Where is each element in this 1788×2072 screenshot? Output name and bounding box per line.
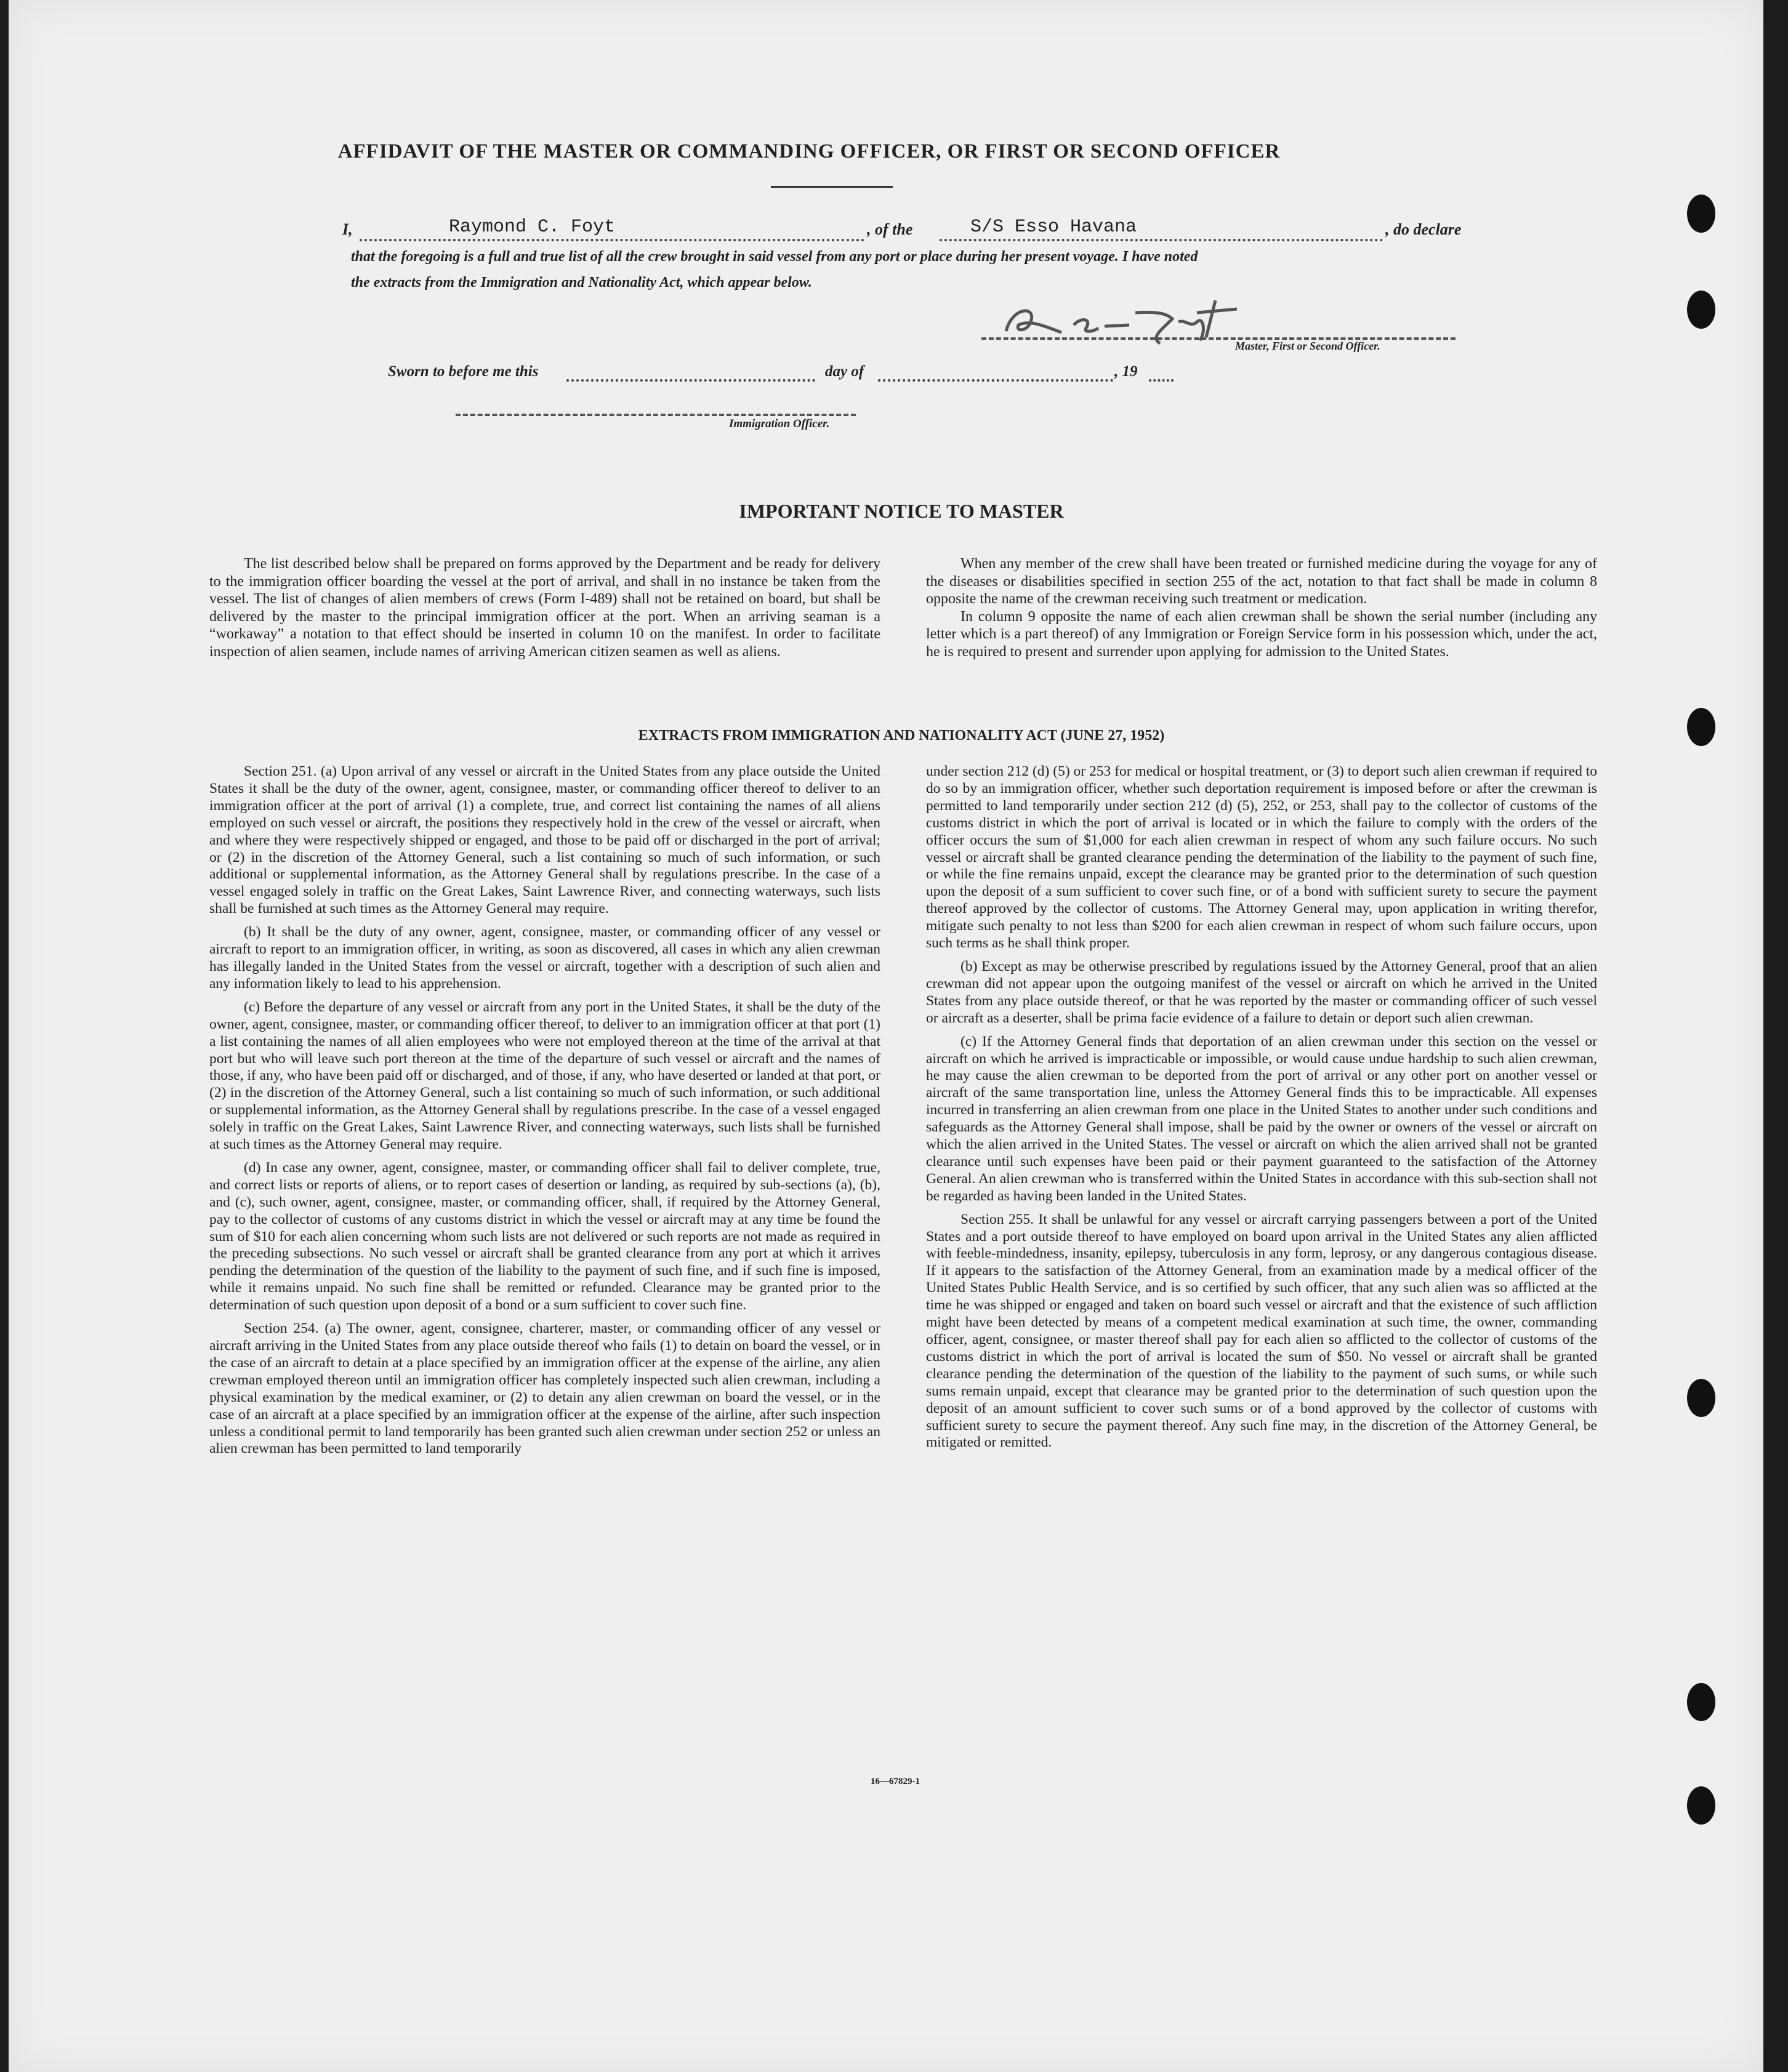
extract-paragraph: (b) Except as may be otherwise prescribed by regulations issued by the Attorney General, proof that an alien crewman did not appear upon the outgoing manifest of the vessel or aircraft on which he arrived in the United States from any place outside thereof, or that he was reported by the master or commanding officer of such vessel or aircraft as a deserter, shall be prima facie evidence of a failure to detain or deport such alien crewman. <box>926 958 1597 1026</box>
notice-right-column <box>926 555 1597 661</box>
statement-line-2: the extracts from the Immigration and Nationality Act, which appear below. <box>351 275 812 291</box>
notice-left-column <box>209 555 880 661</box>
binder-hole <box>1687 1786 1715 1825</box>
immigration-officer-label: Immigration Officer. <box>729 417 830 430</box>
of-the-label: , of the <box>867 220 913 238</box>
i-label: I, <box>342 220 353 238</box>
statement-line-1: that the foregoing is a full and true list of all the crew brought in said vessel from any port or place during her present voyage. I have noted <box>351 249 1198 265</box>
extracts-right-column <box>926 763 1597 1458</box>
sworn-day-line <box>566 363 815 382</box>
extract-paragraph: Section 254. (a) The owner, agent, consignee, charterer, master, or commanding officer of any vessel or aircraft arriving in the United States from any place outside thereof who fails (1) to detain on board the vessel, or in the case of an aircraft to detain at a place specified by an immigration officer at the expense of the airline, any alien crewman employed thereon until an immigration officer has completely inspected such alien crewman, including a physical examination by the medical examiner, or (2) to detain any alien crewman on board the vessel, or in the case of an aircraft at a place specified by an immigration officer at the expense of the airline, after such inspection unless a conditional permit to land temporarily has been granted such alien crewman under section 252 or unless an alien crewman has been permitted to land temporarily <box>209 1320 880 1457</box>
sworn-month-line <box>878 363 1113 382</box>
signature-handwriting <box>994 294 1252 350</box>
extracts-left-column <box>209 763 880 1464</box>
master-name-field: Raymond C. Foyt <box>449 217 616 238</box>
master-name-line <box>360 217 864 241</box>
vessel-name-line <box>940 217 1383 241</box>
binder-hole <box>1687 291 1715 329</box>
extract-paragraph: under section 212 (d) (5) or 253 for medical or hospital treatment, or (3) to deport such alien crewman if required to do so by an immigration officer, whether such deportation requirement is imposed before or after the crewman is permitted to land temporarily under section 212 (d) (5), 252, or 253, shall pay to the collector of customs of the customs district in which the port of arrival is located or in which the failure to comply with the orders of the officer occurs the sum of $1,000 for each alien crewman in respect of whom any such failure occurs. No such vessel or aircraft shall be granted clearance pending the determination of the liability to the payment of such fine, or while the fine remains unpaid, except the clearance may be granted prior to the determination of such question upon the deposit of a sum sufficient to cover such fine, or of a bond with sufficient surety to secure the payment thereof approved by the collector of customs. The Attorney General may, upon application in writing therefor, mitigate such penalty to not less than $200 for each alien crewman in respect of whom such failure occurs, upon such terms as he shall think proper. <box>926 763 1597 952</box>
extract-paragraph: (d) In case any owner, agent, consignee, master, or commanding officer shall fail to deliver complete, true, and correct lists or reports of aliens, or to report cases of desertion or landing, as required by sub-sections (a), (b), and (c), such owner, agent, consignee, master, or commanding officer, shall, if required by the Attorney General, pay to the collector of customs of any customs district in which the vessel or aircraft may at any time be found the sum of $10 for each alien concerning whom such lists are not delivered or such reports are not made as required in the preceding subsections. No such vessel or aircraft shall be granted clearance from any port at which it arrives pending the determination of the question of the liability to the payment of such fine, and if such fine is imposed, while it remains unpaid. No such fine shall be remitted or refunded. Clearance may be granted prior to the determination of such question upon deposit of a bond or a sum sufficient to cover such fine. <box>209 1159 880 1314</box>
document-page <box>9 0 1763 2072</box>
extracts-title: EXTRACTS FROM IMMIGRATION AND NATIONALITY ACT (JUNE 27, 1952) <box>638 728 1165 744</box>
extract-paragraph: Section 251. (a) Upon arrival of any vessel or aircraft in the United States from any place outside the United States it shall be the duty of the owner, agent, consignee, master, or commanding officer thereof to deliver to an immigration officer at the port of arrival (1) a complete, true, and correct list containing the names of all aliens employed on such vessel or aircraft, the positions they respectively hold in the crew of the vessel or aircraft, when and where they were respectively shipped or engaged, and those to be paid off or discharged in the port of arrival; or (2) in the discretion of the Attorney General, such a list containing so much of such information, or such additional or supplemental information, as the Attorney General shall by regulations prescribe. In the case of a vessel engaged solely in traffic on the Great Lakes, Saint Lawrence River, and connecting waterways, such lists shall be furnished at such times as the Attorney General may require. <box>209 763 880 917</box>
master-title-label: Master, First or Second Officer. <box>1235 340 1380 352</box>
extract-paragraph: Section 255. It shall be unlawful for any vessel or aircraft carrying passengers between a port of the United States and a port outside thereof to have employed on board upon arrival in the United States any alien afflicted with feeble-mindedness, insanity, epilepsy, tuberculosis in any form, leprosy, or any dangerous contagious disease. If it appears to the satisfaction of the Attorney General, from an examination made by a medical officer of the United States Public Health Service, and is so certified by such officer, that any such alien was so afflicted at the time he was shipped or engaged and taken on board such vessel or aircraft and that the existence of such affliction might have been detected by means of a competent medical examination at such time, the owner, commanding officer, agent, consignee, or master thereof shall pay for each alien so afflicted to the collector of customs of the customs district in which the port of arrival is located the sum of $50. No vessel or aircraft shall be granted clearance pending the determination of the question of the liability to the payment of such sums, or while such sums remain unpaid, except that clearance may be granted prior to the determination of such question upon the deposit of an amount sufficient to cover such sums or of a bond approved by the collector of customs with sufficient surety to secure the payment thereof. Any such fine may, in the discretion of the Attorney General, be mitigated or remitted. <box>926 1211 1597 1451</box>
extract-paragraph: (c) Before the departure of any vessel or aircraft from any port in the United States, it shall be the duty of the owner, agent, consignee, master, or commanding officer thereof, to deliver to an immigration officer at that port (1) a list containing the names of all alien employees who were not employed thereon at the time of the arrival at that port but who will leave such port thereon at the time of the departure of such vessel or aircraft and the names of those, if any, who have been paid off or discharged, and of those, if any, who have deserted or landed at that port, or (2) in the discretion of the Attorney General, such a list containing so much of such information, or such additional or supplemental information, as the Attorney General shall by regulations prescribe. In the case of a vessel engaged solely in traffic on the Great Lakes, Saint Lawrence River, and connecting waterways, such lists shall be furnished at such times as the Attorney General may require. <box>209 998 880 1153</box>
binder-hole <box>1687 195 1715 233</box>
year-line <box>1149 363 1174 382</box>
notice-title: IMPORTANT NOTICE TO MASTER <box>739 500 1064 522</box>
title-rule <box>771 186 893 188</box>
notice-right-paragraph-2: In column 9 opposite the name of each alien crewman shall be shown the serial number (including any letter which is a part thereof) of any Immigration or Foreign Service form in his possession which, under the act, he is required to present and surrender upon applying for admission to the United States. <box>926 608 1597 660</box>
extract-paragraph: (c) If the Attorney General finds that deportation of an alien crewman under this section on the vessel or aircraft on which he arrived is impracticable or impossible, or would cause undue hardship to such alien crewman, he may cause the alien crewman to be deported from the port of arrival or any other port on another vessel or aircraft of the same transportation line, unless the Attorney General finds this to be impracticable. All expenses incurred in transferring an alien crewman from one place in the United States to another under such conditions and safeguards as the Attorney General shall impose, shall be paid by the owner or owners of the vessel or aircraft on which the alien arrived in the United States. The vessel or aircraft on which the alien arrived shall not be granted clearance until such expenses have been paid or their payment guaranteed to the satisfaction of the Attorney General. An alien crewman who is transferred within the United States in accordance with this sub-section shall not be regarded as having been landed in the United States. <box>926 1033 1597 1204</box>
year-label: , 19 <box>1114 363 1138 380</box>
notice-left-paragraph: The list described below shall be prepared on forms approved by the Department and be ready for delivery to the immigration officer boarding the vessel at the port of arrival, and shall in no instance be taken from the vessel. The list of changes of alien members of crews (Form I-489) shall not be retained on board, but shall be delivered by the master to the principal immigration officer at the port. When an arriving seaman is a “workaway” a notation to that effect should be inserted in column 10 on the manifest. In order to facilitate inspection of alien seamen, include names of arriving American citizen seamen as well as aliens. <box>209 556 880 660</box>
form-number: 16—67829-1 <box>871 1777 920 1786</box>
binder-hole <box>1687 1379 1715 1417</box>
affidavit-title: AFFIDAVIT OF THE MASTER OR COMMANDING OFFICER, OR FIRST OR SECOND OFFICER <box>337 140 1281 163</box>
day-of-label: day of <box>825 363 864 380</box>
do-declare-label: , do declare <box>1385 220 1462 238</box>
binder-hole <box>1687 708 1715 746</box>
binder-hole <box>1687 1683 1715 1721</box>
immigration-officer-line <box>456 414 856 416</box>
signature-line <box>981 337 1456 340</box>
notice-right-paragraph-1: When any member of the crew shall have been treated or furnished medicine during the voyage for any of the diseases or disabilities specified in section 255 of the act, notation to that fact shall be made in column 8 opposite the name of the crewman receiving such treatment or medication. <box>926 556 1597 607</box>
sworn-label: Sworn to before me this <box>388 363 539 380</box>
vessel-name-field: S/S Esso Havana <box>970 217 1137 238</box>
extract-paragraph: (b) It shall be the duty of any owner, agent, consignee, master, or commanding officer of any vessel or aircraft to report to an immigration officer, in writing, as soon as discovered, all cases in which any alien crewman has illegally landed in the United States from the vessel or aircraft, together with a description of such alien and any information likely to lead to his apprehension. <box>209 924 880 992</box>
